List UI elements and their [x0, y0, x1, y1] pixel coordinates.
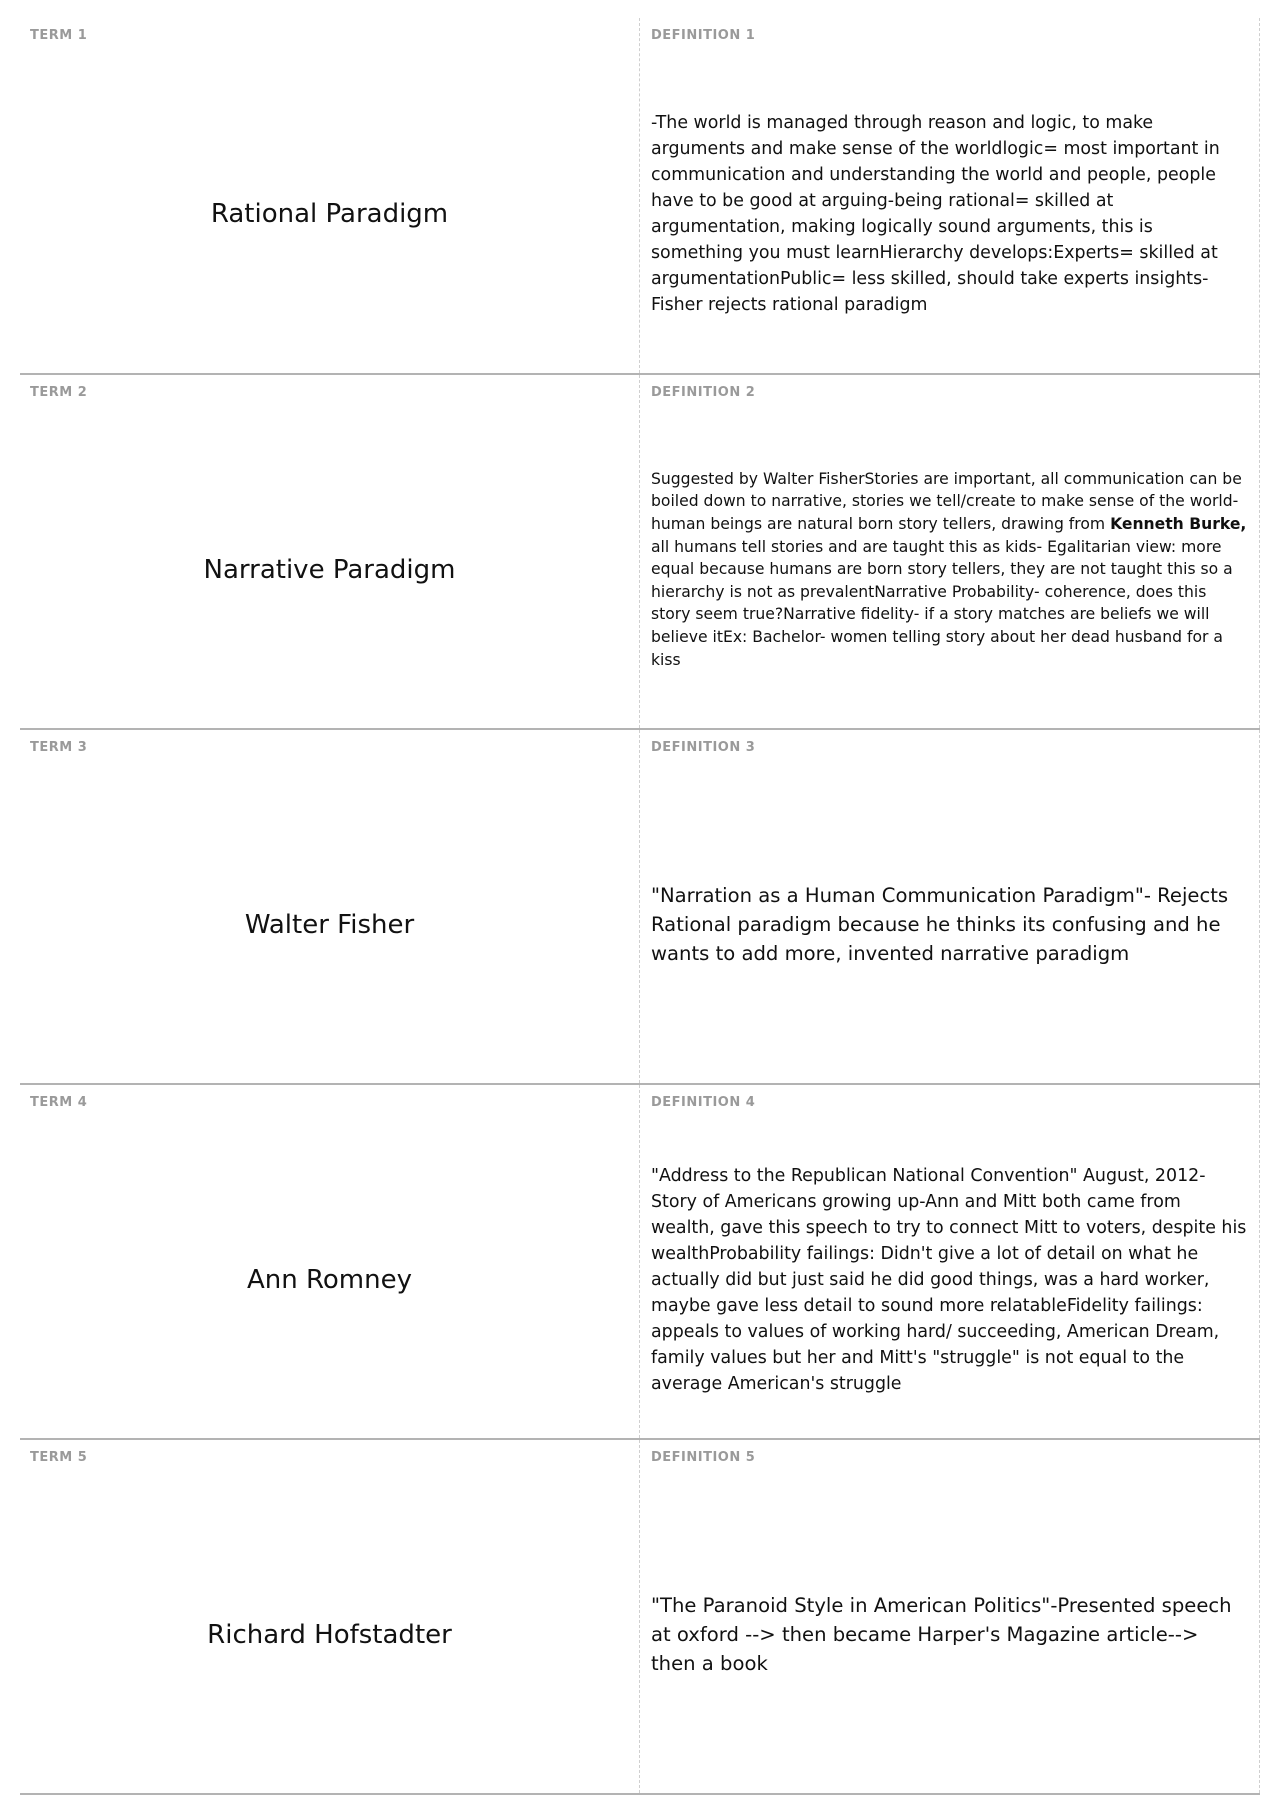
definition-text: "The Paranoid Style in American Politics"-Presented speech at oxford --> then became Harper's Magazine article--> then a book — [651, 1594, 1232, 1675]
definition-cell — [640, 1085, 1260, 1438]
definition-bold-name: Kenneth Burke, — [1110, 515, 1247, 534]
term-cell — [20, 1085, 640, 1438]
definition-cell — [640, 18, 1260, 373]
term-label: TERM 4 — [30, 1095, 88, 1110]
definition-text-container — [651, 411, 1249, 728]
definition-text-container — [651, 1476, 1249, 1793]
term-text: Narrative Paradigm — [203, 554, 456, 585]
term-label: TERM 5 — [30, 1450, 88, 1465]
definition-label: DEFINITION 3 — [651, 740, 756, 755]
term-text: Walter Fisher — [244, 909, 415, 940]
definition-cell — [640, 730, 1260, 1083]
flashcard-2 — [20, 375, 1260, 730]
term-cell — [20, 18, 640, 373]
term-cell — [20, 375, 640, 728]
definition-cell — [640, 1440, 1260, 1793]
definition-label: DEFINITION 2 — [651, 385, 756, 400]
definition-label: DEFINITION 4 — [651, 1095, 756, 1110]
definition-text: -The world is managed through reason and logic, to make arguments and make sense of the worldlogic= most important in communication and understanding the world and people, people have to be good at arguing-being rational= skilled at argumentation, making logically sound arguments, this is something you must learnHierarchy develops:Experts= skilled at argumentationPublic= less skilled, should take experts insights- Fisher rejects rational paradigm — [651, 112, 1220, 315]
definition-text: "Address to the Republican National Convention" August, 2012- Story of Americans growing up-Ann and Mitt both came from wealth, gave this speech to try to connect Mitt to voters, despite his wealthProbability failings: Didn't give a lot of detail on what he actually did but just said he did good things, was a hard worker, maybe gave less detail to sound more relatableFidelity failings: appeals to values of working hard/ succeeding, American Dream, family values but her and Mitt's "struggle" is not equal to the average American's struggle — [651, 1165, 1247, 1394]
definition-text-part2: all humans tell stories and are taught this as kids- Egalitarian view: more equal because humans are born story tellers, they are not taught this so a hierarchy is not as prevalentNarrative Probability- coherence, does this story seem true?Narrative fidelity- if a story matches are beliefs we will believe itEx: Bachelor- women telling story about her dead husband for a kiss — [651, 537, 1233, 669]
definition-text-container — [651, 54, 1249, 373]
term-text: Rational Paradigm — [210, 198, 449, 229]
term-label: TERM 3 — [30, 740, 88, 755]
flashcard-sheet — [20, 18, 1260, 1795]
definition-text: "Narration as a Human Communication Paradigm"- Rejects Rational paradigm because he thinks its confusing and he wants to add more, invented narrative paradigm — [651, 884, 1229, 965]
definition-text-container — [651, 1121, 1249, 1438]
term-text: Ann Romney — [246, 1264, 412, 1295]
definition-text-part1: Suggested by Walter FisherStories are important, all communication can be boiled down to narrative, stories we tell/create to make sense of the world-human beings are natural born story tellers, drawing from — [651, 469, 1242, 534]
definition-label: DEFINITION 5 — [651, 1450, 756, 1465]
flashcard-3 — [20, 730, 1260, 1085]
definition-text-container — [651, 766, 1249, 1083]
flashcard-5 — [20, 1440, 1260, 1795]
term-cell — [20, 730, 640, 1083]
definition-label: DEFINITION 1 — [651, 28, 756, 43]
definition-text — [651, 468, 1249, 671]
term-text: Richard Hofstadter — [207, 1619, 452, 1650]
term-label: TERM 1 — [30, 28, 88, 43]
flashcard-4 — [20, 1085, 1260, 1440]
flashcard-1 — [20, 18, 1260, 375]
term-label: TERM 2 — [30, 385, 88, 400]
definition-cell — [640, 375, 1260, 728]
term-cell — [20, 1440, 640, 1793]
